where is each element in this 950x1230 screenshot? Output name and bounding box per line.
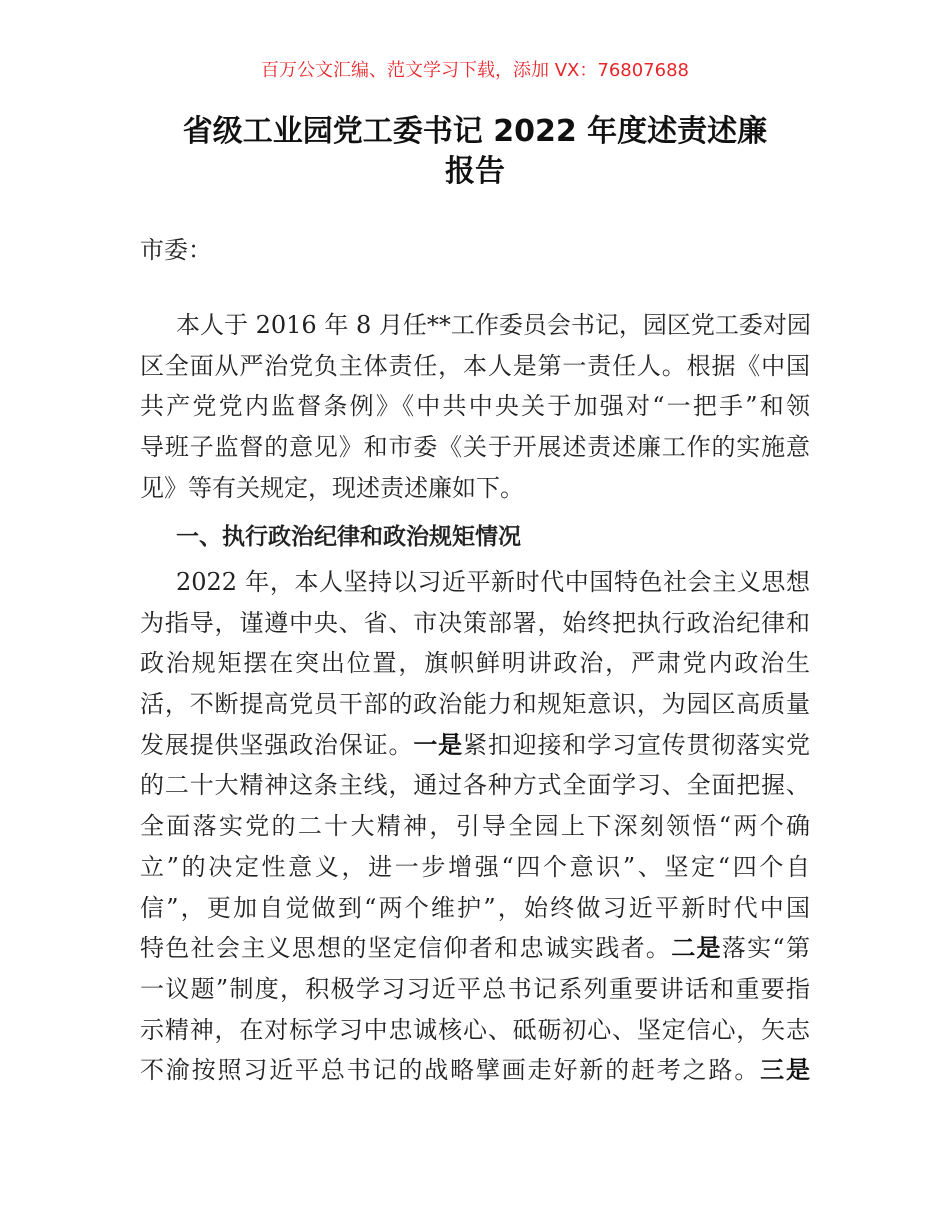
text-segment: 发展提供坚强政治保证。 (140, 730, 414, 759)
text-line (140, 847, 810, 888)
text-line (140, 305, 810, 346)
text-segment: 政治规矩摆在突出位置，旗帜鲜明讲政治，严肃党内政治生 (140, 649, 810, 678)
text-segment: 紧扣迎接和学习宣传贯彻落实党 (463, 730, 811, 759)
text-segment: 示精神，在对标学习中忠诚核心、砥砺初心、坚定信心，矢志 (140, 1015, 810, 1044)
title-line: 报告 (445, 154, 505, 189)
text-segment: 区全面从严治党负主体责任，本人是第一责任人。根据《中国 (140, 351, 810, 380)
text-segment: 本人于 2016 年 8 月任**工作委员会书记，园区党工委对园 (176, 311, 811, 339)
text-line (140, 684, 810, 725)
watermark-banner: 百万公文汇编、范文学习下载，添加 VX：76807688 (261, 60, 689, 81)
text-segment: 共产党党内监督条例》《中共中央关于加强对“一把手”和领 (140, 392, 810, 421)
text-segment: 为指导，谨遵中央、省、市决策部署，始终把执行政治纪律和 (140, 608, 810, 637)
text-segment: 一议题”制度，积极学习习近平总书记系列重要讲话和重要指 (140, 974, 810, 1003)
text-line (140, 888, 810, 929)
bold-text: 三是 (760, 1055, 811, 1085)
text-segment: 不渝按照习近平总书记的战略擘画走好新的赶考之路。 (140, 1056, 761, 1085)
text-segment: 活，不断提高党员干部的政治能力和规矩意识，为园区高质量 (140, 690, 810, 719)
text-line (140, 928, 810, 969)
document-title (100, 112, 850, 192)
text-segment: 特色社会主义思想的坚定信仰者和忠诚实践者。 (140, 934, 672, 963)
text-line (140, 1010, 810, 1051)
text-line (140, 603, 810, 644)
text-line (140, 386, 810, 427)
text-segment: 导班子监督的意见》和市委《关于开展述责述廉工作的实施意 (140, 433, 810, 462)
text-segment: 2022 年，本人坚持以习近平新时代中国特色社会主义思想 (176, 568, 810, 596)
text-line (140, 562, 810, 603)
text-line (140, 346, 810, 387)
text-line (140, 468, 810, 509)
bold-text: 二是 (671, 933, 722, 963)
text-line (140, 643, 810, 684)
salutation: 市委： (140, 236, 212, 264)
bold-text: 一是 (413, 729, 464, 759)
text-line (140, 1050, 810, 1091)
text-segment: 的二十大精神这条主线，通过各种方式全面学习、全面把握、 (140, 771, 810, 800)
text-line (140, 725, 810, 766)
text-line (140, 765, 810, 806)
title-line: 省级工业园党工委书记 2022 年度述责述廉 (182, 114, 768, 149)
text-segment: 落实“第 (721, 934, 810, 963)
paragraph-1 (140, 305, 810, 508)
text-line (140, 427, 810, 468)
text-segment: 见》等有关规定，现述责述廉如下。 (140, 473, 524, 502)
text-segment: 全面落实党的二十大精神，引导全园上下深刻领悟“两个确 (140, 812, 810, 841)
text-line (140, 806, 810, 847)
paragraph-2 (140, 562, 810, 1091)
text-line (140, 969, 810, 1010)
section-heading: 一、执行政治纪律和政治规矩情况 (176, 524, 521, 550)
text-segment: 立”的决定性意义，进一步增强“四个意识”、坚定“四个自 (140, 852, 810, 881)
text-segment: 信”，更加自觉做到“两个维护”，始终做习近平新时代中国 (140, 893, 810, 922)
